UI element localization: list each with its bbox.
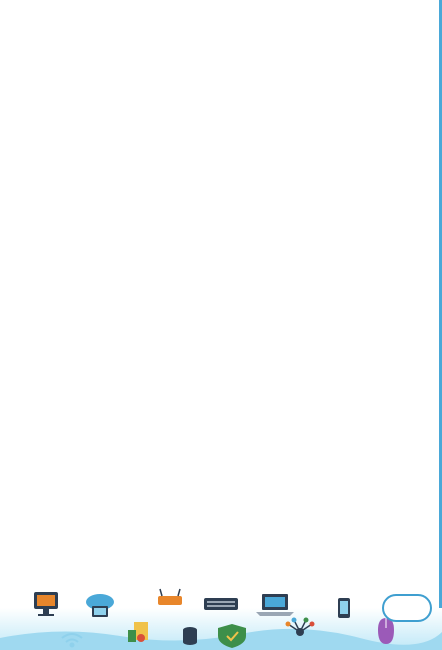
mouse-icon bbox=[378, 618, 394, 644]
keyboard-icon bbox=[204, 598, 238, 610]
page-number bbox=[382, 594, 432, 622]
footer-illustration bbox=[0, 588, 442, 650]
phone-icon bbox=[338, 598, 350, 618]
laptop-icon bbox=[256, 594, 294, 616]
database-icon bbox=[183, 627, 197, 645]
router-icon bbox=[158, 589, 182, 605]
